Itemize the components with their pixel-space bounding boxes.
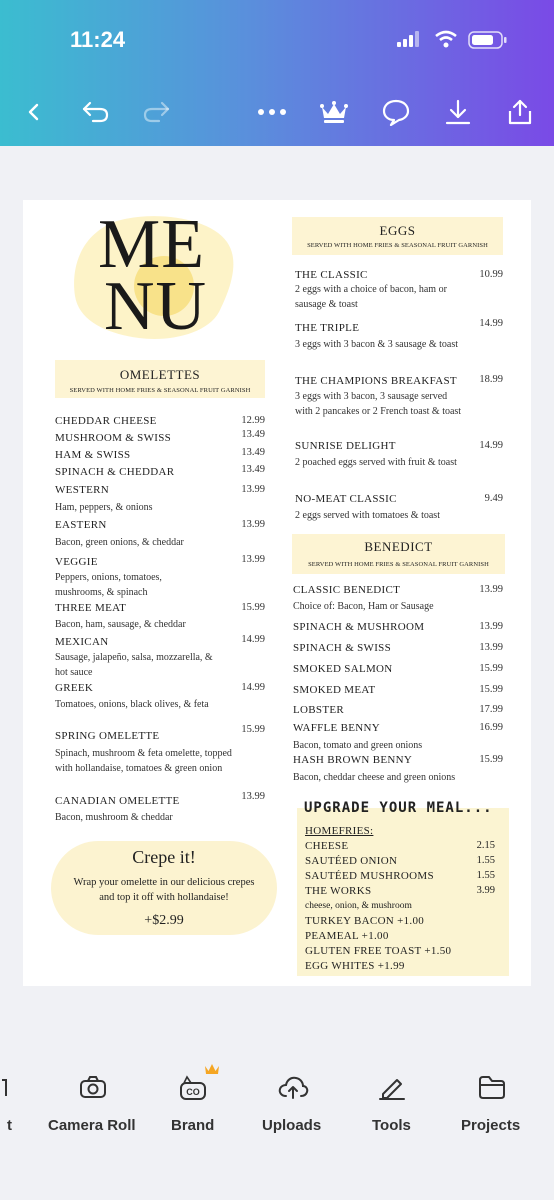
nav-brand[interactable]: Brand: [171, 1117, 215, 1134]
omelette-item-price: 14.99: [241, 682, 265, 693]
omelette-item-name: MEXICAN: [55, 636, 109, 648]
camera-icon[interactable]: [73, 1072, 113, 1102]
benedict-item-price: 15.99: [479, 663, 503, 674]
omelette-item-price: 15.99: [241, 602, 265, 613]
folder-icon[interactable]: [472, 1072, 512, 1102]
eggs-item-desc: 2 eggs with a choice of bacon, ham or sausage & toast: [295, 284, 447, 310]
extra-item: PEAMEAL +1.00: [305, 930, 389, 942]
benedict-item-name: SMOKED MEAT: [293, 684, 376, 696]
omelette-item-price: 13.49: [241, 464, 265, 475]
eggs-item-desc: 3 eggs with 3 bacon, 3 sausage served with 2 pancakes or 2 French toast & toast: [295, 391, 462, 417]
crown-icon[interactable]: [314, 92, 354, 132]
omelette-item-name: CANADIAN OMELETTE: [55, 795, 180, 807]
undo-icon[interactable]: [76, 92, 116, 132]
nav-tools[interactable]: Tools: [372, 1117, 411, 1134]
nav-camera-roll[interactable]: Camera Roll: [48, 1117, 136, 1134]
upgrade-item-name: CHEESE: [305, 840, 349, 852]
upgrade-item-name: THE WORKS: [305, 885, 372, 897]
omelette-item-desc: Sausage, jalapeño, salsa, mozzarella, & hot sauce: [55, 652, 213, 678]
uploads-icon[interactable]: [273, 1072, 313, 1102]
benedict-item-price: 15.99: [479, 684, 503, 695]
benedict-item-price: 15.99: [479, 754, 503, 765]
omelette-item-name: MUSHROOM & SWISS: [55, 432, 172, 444]
eggs-item-price: 10.99: [479, 269, 503, 280]
omelettes-title: OMELETTES: [119, 367, 201, 382]
eggs-item-price: 14.99: [479, 318, 503, 329]
upgrade-title: UPGRADE YOUR MEAL...: [304, 800, 493, 816]
menu-title-line2: NU: [104, 268, 208, 345]
nav-projects[interactable]: Projects: [461, 1117, 521, 1134]
eggs-item-name: THE TRIPLE: [295, 322, 360, 334]
benedict-item-name: SMOKED SALMON: [293, 663, 393, 675]
the-works-desc: cheese, onion, & mushroom: [305, 901, 412, 911]
omelette-item-name: SPRING OMELETTE: [55, 730, 160, 742]
eggs-subtitle: SERVED WITH HOME FRIES & SEASONAL FRUIT GARNISH: [307, 242, 488, 249]
omelette-item-desc: Spinach, mushroom & feta omelette, topped with hollandaise, tomatoes & green onion: [55, 748, 232, 774]
eggs-item-name: NO-MEAT CLASSIC: [295, 493, 397, 505]
download-icon[interactable]: [438, 92, 478, 132]
omelette-item-price: 13.99: [241, 519, 265, 530]
eggs-item-desc: 2 poached eggs served with fruit & toast: [295, 457, 457, 468]
omelette-item-desc: Bacon, ham, sausage, & cheddar: [55, 619, 186, 630]
omelette-item-desc: Peppers, onions, tomatoes, mushrooms, & spinach: [55, 572, 162, 598]
benedict-item-desc: Bacon, tomato and green onions: [293, 740, 423, 751]
crepe-text: Wrap your omelette in our delicious crepes and top it off with hollandaise!: [73, 877, 255, 903]
eggs-title: EGGS: [379, 223, 416, 238]
benedict-title: BENEDICT: [364, 539, 433, 554]
eggs-item-price: 9.49: [484, 493, 503, 504]
redo-icon[interactable]: [136, 92, 176, 132]
upgrade-item-price: 1.55: [476, 870, 495, 881]
upgrade-item-name: SAUTÉED ONION: [305, 855, 398, 867]
benedict-item-name: WAFFLE BENNY: [293, 722, 381, 734]
omelette-item-price: 13.99: [241, 554, 265, 565]
benedict-item-price: 16.99: [479, 722, 503, 733]
omelette-item-desc: Ham, peppers, & onions: [55, 502, 153, 513]
wifi-icon: [434, 30, 458, 53]
omelette-item-price: 12.99: [241, 415, 265, 426]
omelette-item-name: HAM & SWISS: [55, 449, 131, 461]
eggs-item-desc: 3 eggs with 3 bacon & 3 sausage & toast: [295, 339, 459, 350]
benedict-item-price: 13.99: [479, 621, 503, 632]
benedict-subtitle: SERVED WITH HOME FRIES & SEASONAL FRUIT GARNISH: [308, 561, 489, 568]
benedict-item-desc: Bacon, cheddar cheese and green onions: [293, 772, 456, 783]
benedict-item-name: HASH BROWN BENNY: [293, 754, 413, 766]
omelette-item-desc: Bacon, mushroom & cheddar: [55, 812, 173, 823]
nav-uploads[interactable]: Uploads: [262, 1117, 322, 1134]
eggs-item-price: 14.99: [479, 440, 503, 451]
partial-icon[interactable]: [0, 1072, 10, 1102]
omelette-item-price: 13.99: [241, 484, 265, 495]
eggs-item-name: SUNRISE DELIGHT: [295, 440, 396, 452]
extra-item: TURKEY BACON +1.00: [305, 915, 425, 927]
omelettes-subtitle: SERVED WITH HOME FRIES & SEASONAL FRUIT GARNISH: [69, 387, 251, 394]
omelette-item-price: 15.99: [241, 724, 265, 735]
brand-crown-icon: [204, 1063, 220, 1081]
upgrade-item-name: SAUTÉED MUSHROOMS: [305, 870, 434, 882]
svg-text:CO: CO: [186, 1087, 200, 1097]
omelette-item-name: WESTERN: [55, 484, 110, 496]
cellular-signal-icon: [397, 30, 425, 53]
omelette-item-name: THREE MEAT: [55, 602, 127, 614]
eggs-item-desc: 2 eggs served with tomatoes & toast: [295, 510, 440, 521]
crepe-title: Crepe it!: [132, 847, 196, 867]
omelette-item-price: 13.49: [241, 447, 265, 458]
omelette-item-price: 13.99: [241, 791, 265, 802]
benedict-item-name: SPINACH & MUSHROOM: [293, 621, 425, 633]
eggs-item-name: THE CHAMPIONS BREAKFAST: [295, 375, 457, 387]
extra-item: EGG WHITES +1.99: [305, 960, 405, 972]
benedict-item-price: 13.99: [479, 584, 503, 595]
more-options-icon[interactable]: [252, 92, 292, 132]
upgrade-item-price: 1.55: [476, 855, 495, 866]
eggs-item-name: THE CLASSIC: [295, 269, 368, 281]
back-icon[interactable]: [14, 92, 54, 132]
upgrade-item-price: 3.99: [476, 885, 495, 896]
benedict-item-desc: Choice of: Bacon, Ham or Sausage: [293, 601, 434, 612]
eggs-item-price: 18.99: [479, 374, 503, 385]
homefries-label: HOMEFRIES:: [305, 825, 374, 837]
omelette-item-price: 13.49: [241, 429, 265, 440]
benedict-item-price: 13.99: [479, 642, 503, 653]
omelette-item-desc: Tomatoes, onions, black olives, & feta: [55, 699, 209, 710]
benedict-item-name: SPINACH & SWISS: [293, 642, 392, 654]
extra-item: GLUTEN FREE TOAST +1.50: [305, 945, 452, 957]
crepe-price: +$2.99: [144, 913, 184, 928]
share-icon[interactable]: [500, 92, 540, 132]
omelette-item-name: CHEDDAR CHEESE: [55, 415, 157, 427]
benedict-item-name: LOBSTER: [293, 704, 344, 716]
tools-icon[interactable]: [372, 1072, 412, 1102]
omelette-item-desc: Bacon, green onions, & cheddar: [55, 537, 184, 548]
status-time: 11:24: [70, 27, 126, 52]
omelette-item-name: VEGGIE: [55, 556, 98, 568]
menu-title-line1: ME: [98, 206, 205, 283]
comment-icon[interactable]: [376, 92, 416, 132]
battery-icon: [468, 30, 508, 55]
omelette-item-name: GREEK: [55, 682, 94, 694]
benedict-item-name: CLASSIC BENEDICT: [293, 584, 401, 596]
omelette-item-name: EASTERN: [55, 519, 107, 531]
menu-document[interactable]: [23, 200, 531, 986]
benedict-item-price: 17.99: [479, 704, 503, 715]
upgrade-item-price: 2.15: [476, 840, 495, 851]
omelette-item-name: SPINACH & CHEDDAR: [55, 466, 175, 478]
omelette-item-price: 14.99: [241, 634, 265, 645]
nav-partial-label[interactable]: t: [7, 1117, 12, 1134]
